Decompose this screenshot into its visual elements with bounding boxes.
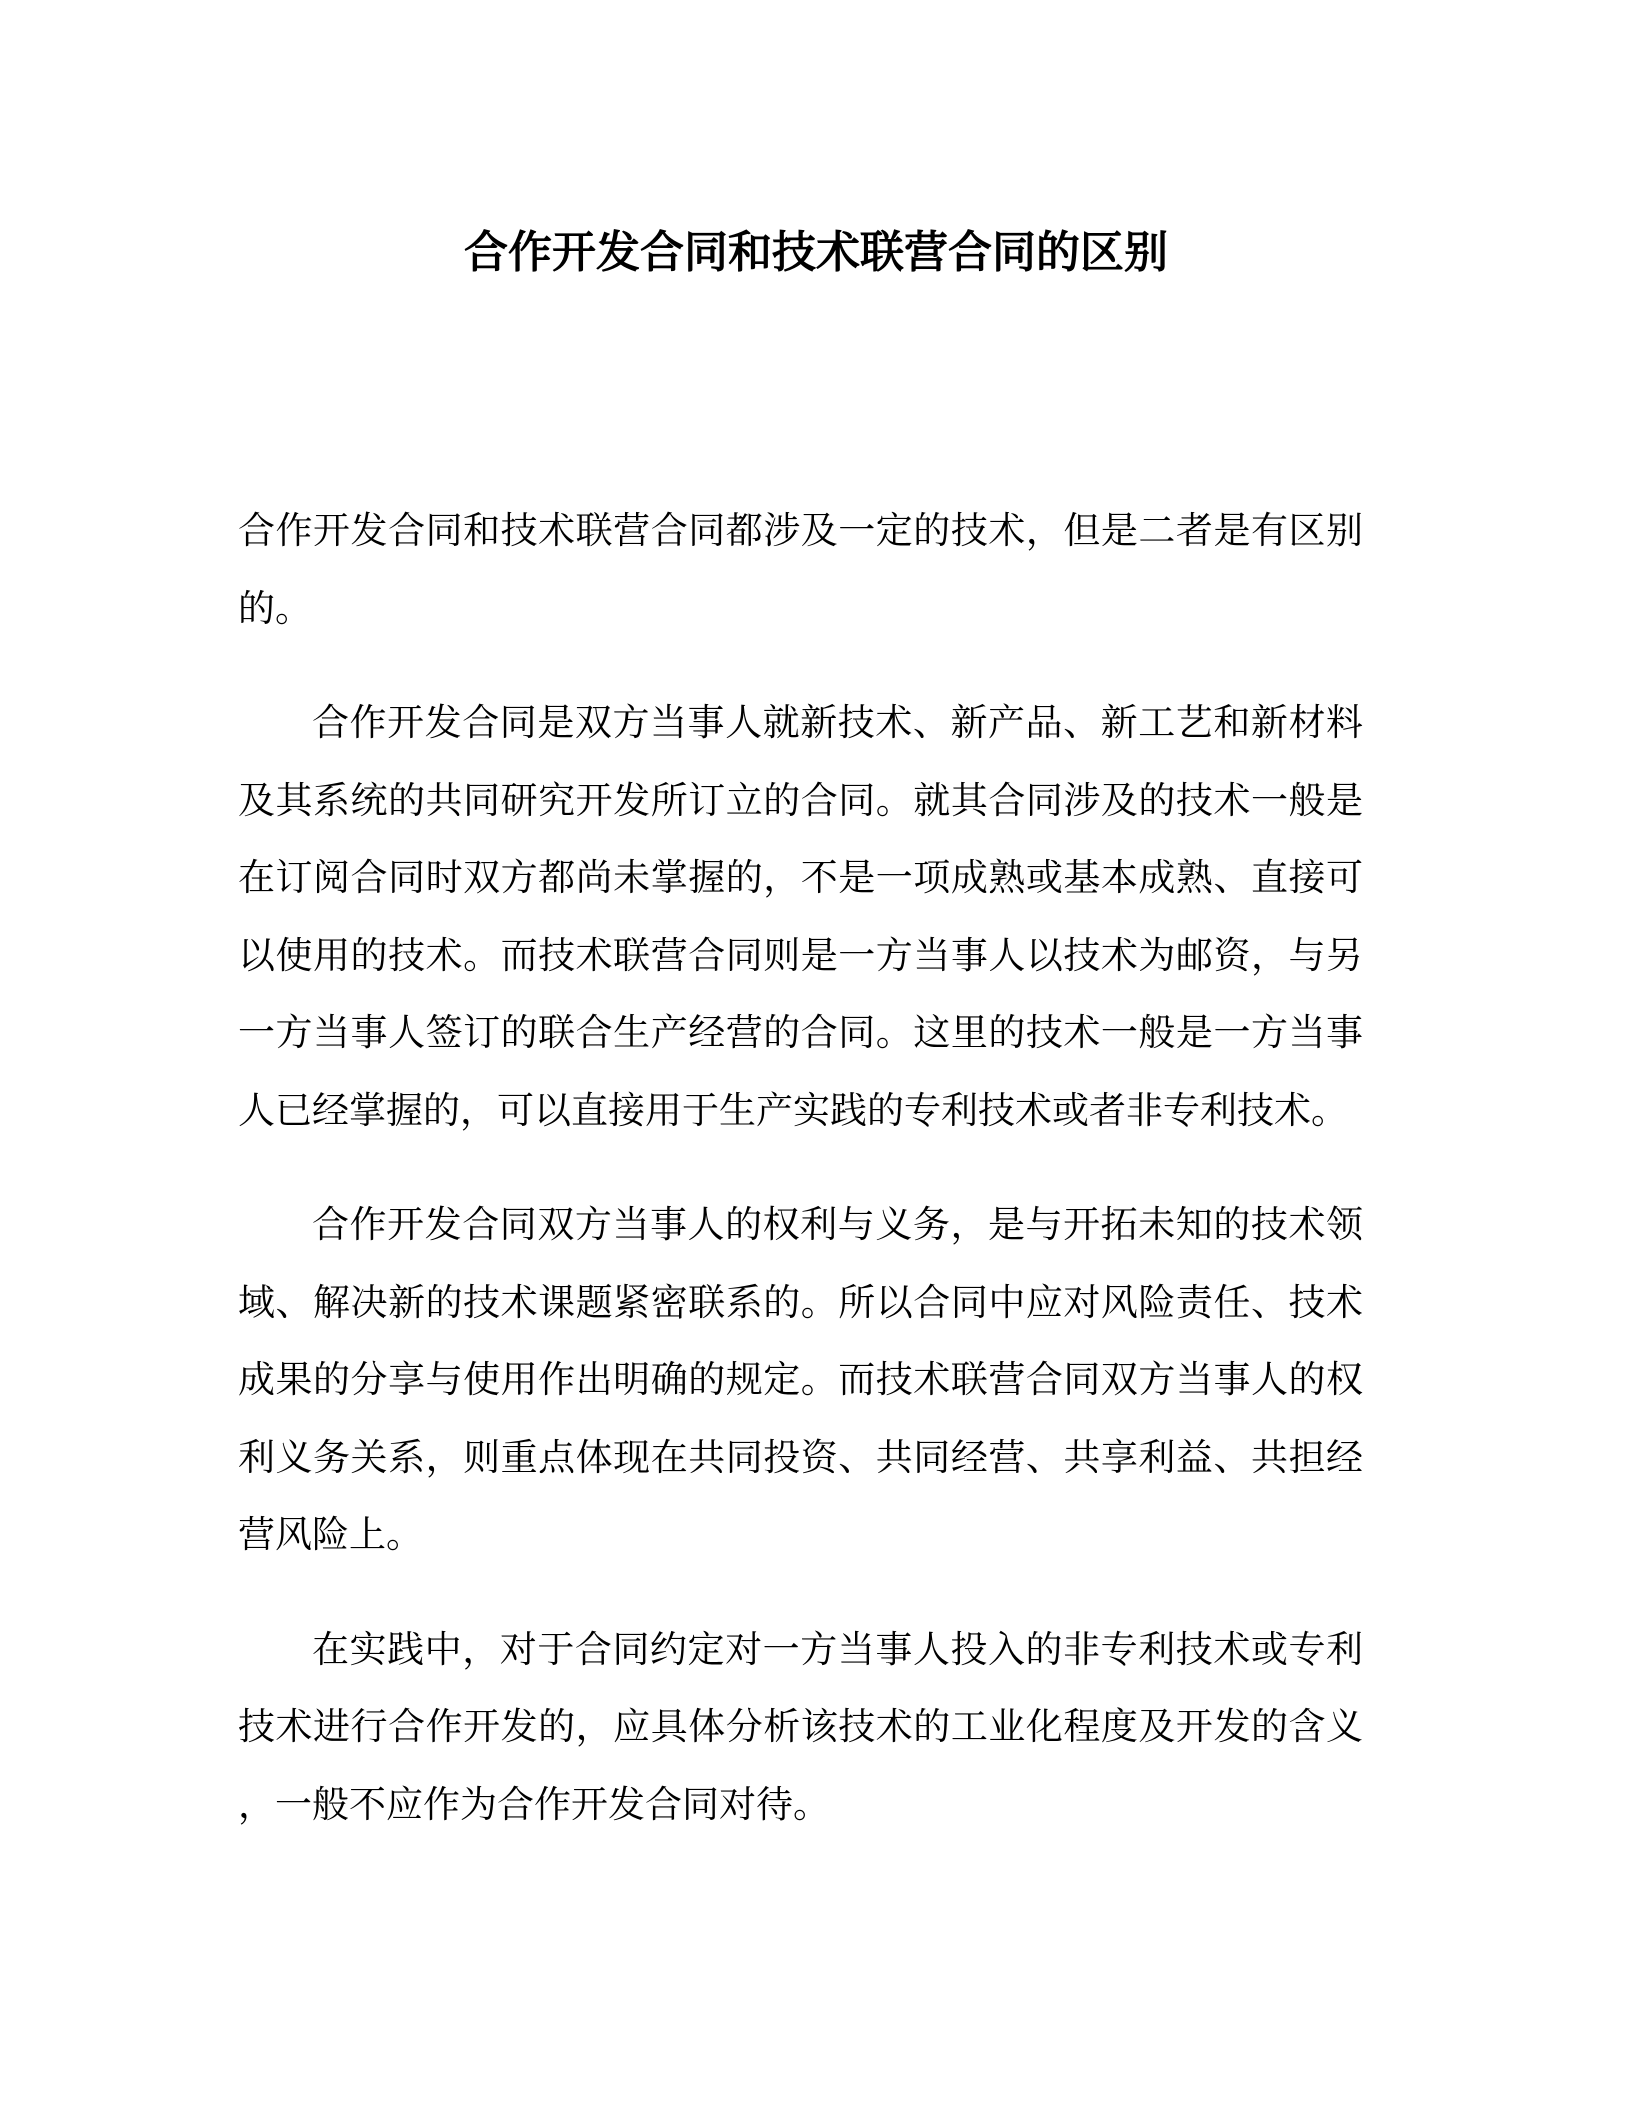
paragraph-rights-obligations: 合作开发合同双方当事人的权利与义务，是与开拓未知的技术领域、解决新的技术课题紧密联系的。所以合同中应对风险责任、技术成果的分享与使用作出明确的规定。而技术联营合同双方当事人的权利义务关系，则重点体现在共同投资、共同经营、共享利益、共担经营风险上。 — [238, 1203, 1363, 1556]
document-title: 合作开发合同和技术联营合同的区别 — [464, 227, 1168, 278]
paragraph-practice: 在实践中，对于合同约定对一方当事人投入的非专利技术或专利技术进行合作开发的，应具体分析该技术的工业化程度及开发的含义，一般不应作为合作开发合同对待。 — [238, 1627, 1363, 1826]
paragraph-definitions: 合作开发合同是双方当事人就新技术、新产品、新工艺和新材料及其系统的共同研究开发所订立的合同。就其合同涉及的技术一般是在订阅合同时双方都尚未掌握的，不是一项成熟或基本成熟、直接可以使用的技术。而技术联营合同则是一方当事人以技术为邮资，与另一方当事人签订的联合生产经营的合同。这里的技术一般是一方当事人已经掌握的，可以直接用于生产实践的专利技术或者非专利技术。 — [238, 701, 1363, 1132]
paragraph-intro: 合作开发合同和技术联营合同都涉及一定的技术，但是二者是有区别的。 — [238, 509, 1363, 630]
document-body — [238, 492, 1363, 1880]
